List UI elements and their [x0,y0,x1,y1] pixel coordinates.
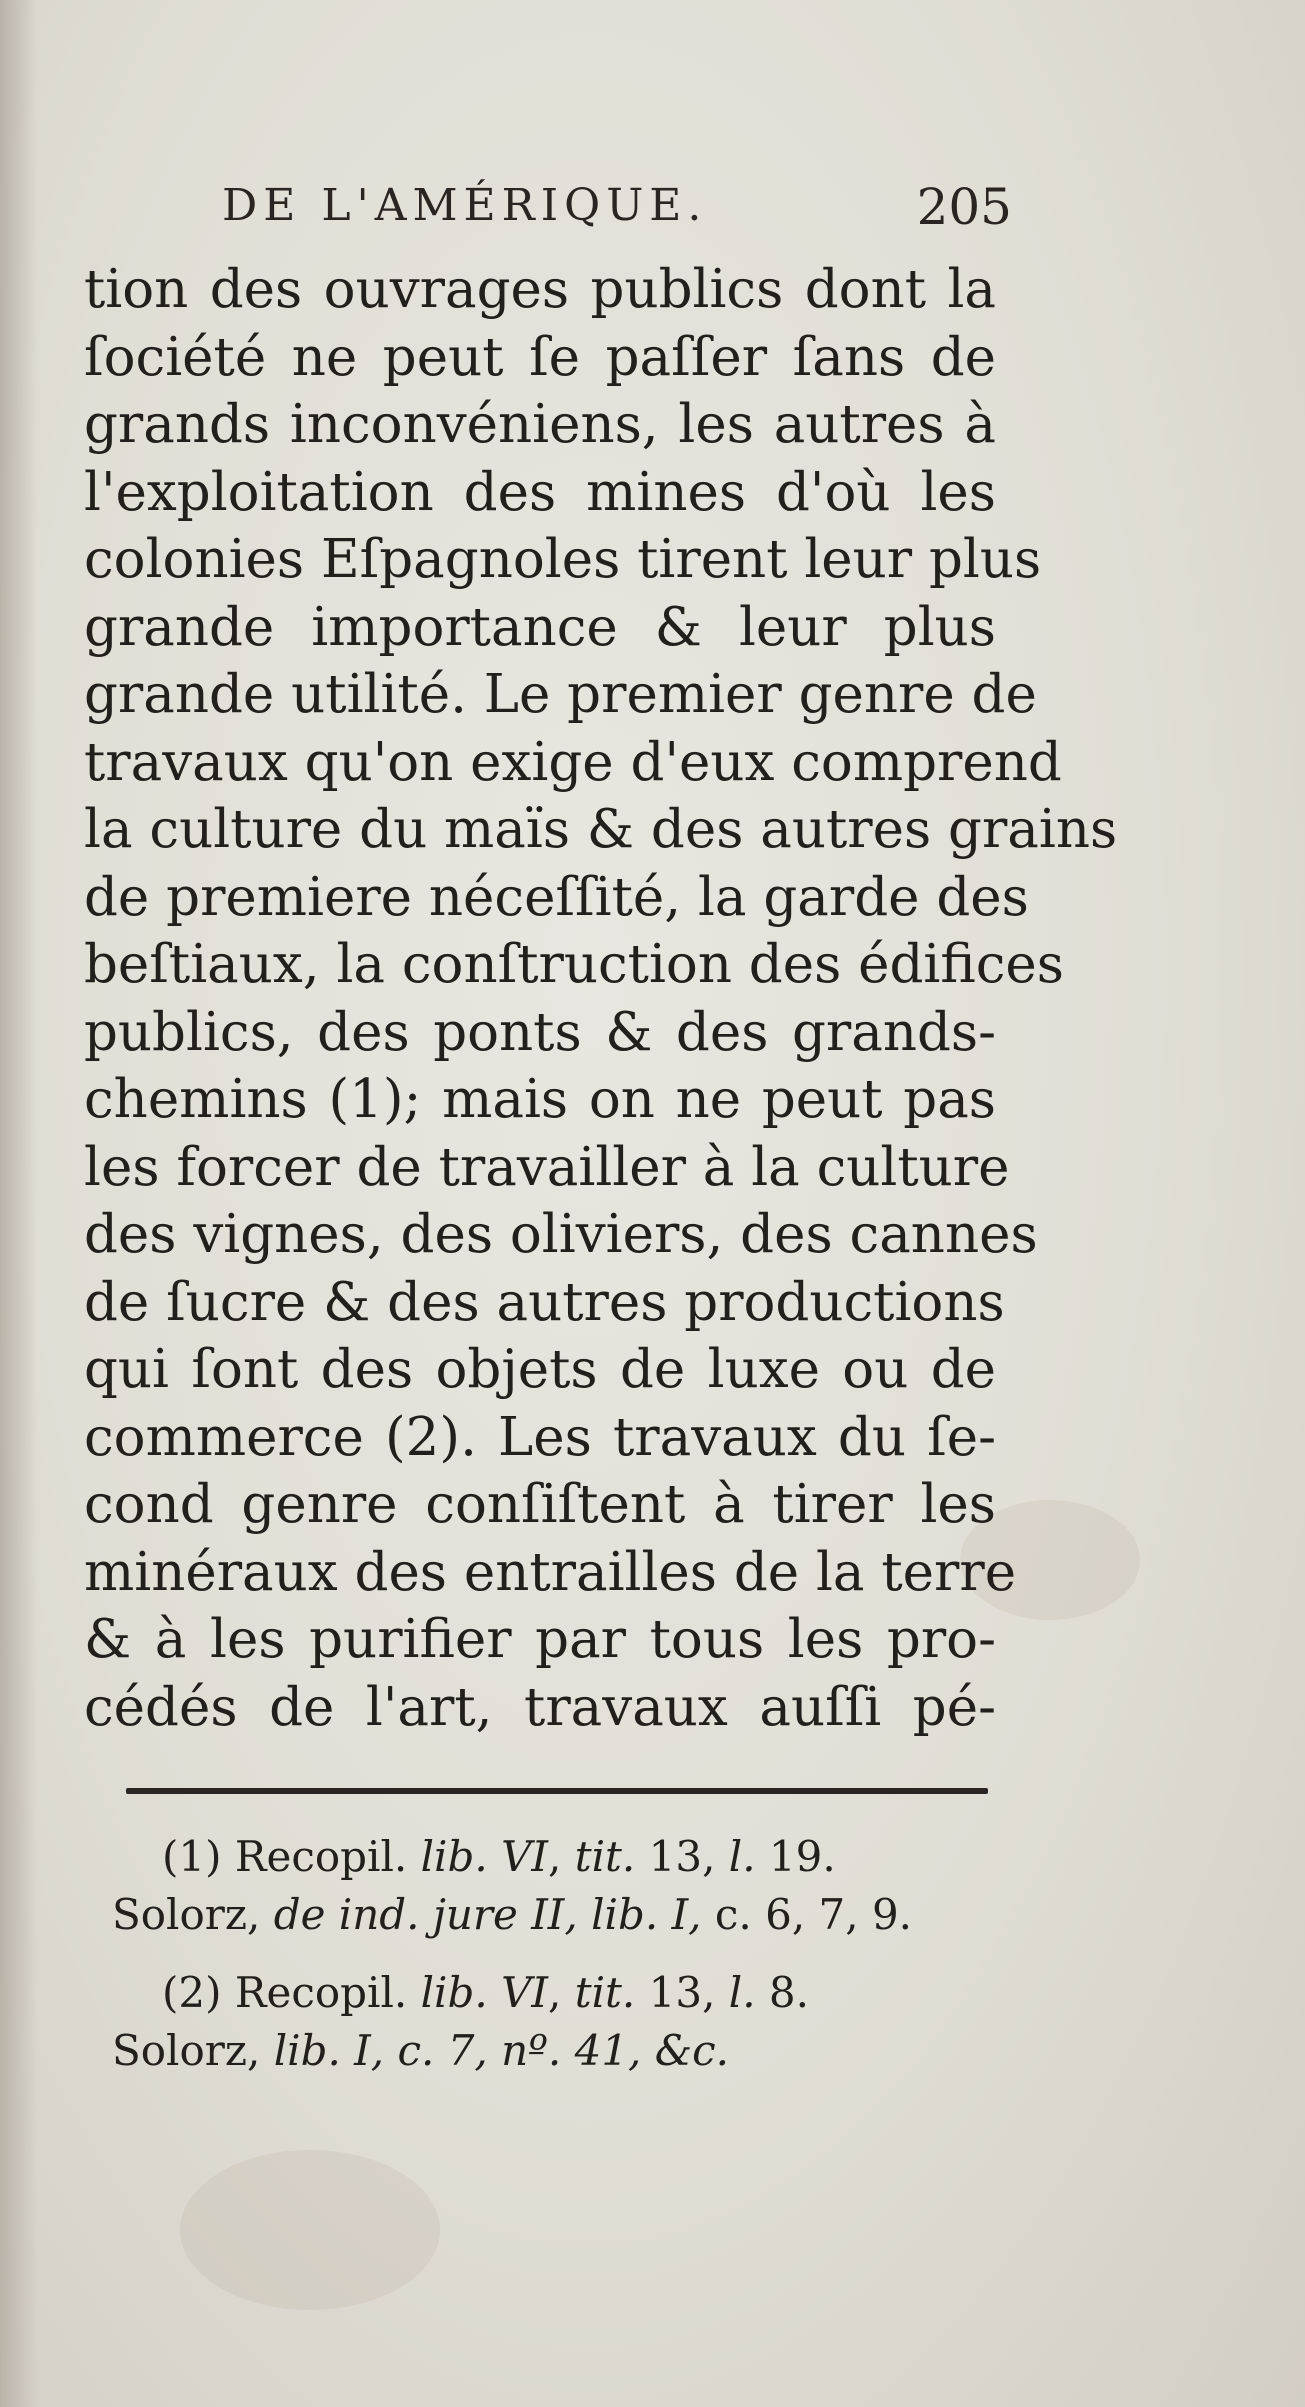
footnotes [112,1828,992,2080]
text-line: beſtiaux, la conſtruction des édifices [84,934,1064,995]
footnote-work-lib: lib. I, [591,1890,702,1939]
text-line: cond genre conſiſtent à tirer les [84,1474,996,1535]
text-line: publics, des ponts & des grands- [84,1001,996,1063]
footnote-l-value: 8. [768,1968,809,2017]
footnote-source: Recopil. [234,1832,408,1881]
text-line: de premiere néceſſité, la garde des [84,866,1029,928]
footnote-work-ref: c. 6, 7, 9. [714,1890,913,1939]
text-line: grande utilité. Le premier genre de [84,664,1037,725]
running-title: DE L'AMÉRIQUE. [222,180,708,231]
text-line: la culture du maïs & des autres grains [84,799,1118,860]
footnote-tit-label: tit. [574,1832,636,1881]
text-line: des vignes, des oliviers, des cannes [84,1204,1038,1265]
text-line: colonies Eſpagnoles tirent leur plus [84,529,1042,590]
text-line: ſociété ne peut ſe paſſer ſans de [84,326,996,388]
footnote-author: Solorz, [112,2026,261,2075]
text-line: tion des ouvrages publics dont la [84,259,996,320]
footnote-lib-label: lib. [420,1832,488,1881]
text-line: de ſucre & des autres productions [84,1271,1005,1333]
page-number: 205 [916,178,1012,236]
text-line: commerce (2). Les travaux du ſe- [84,1406,996,1468]
footnote-marker: (2) [162,1968,222,2017]
footnote-author: Solorz, [112,1890,261,1939]
footnote-work: de ind. jure II, [273,1890,578,1939]
text-line: chemins (1); mais on ne peut pas [84,1069,996,1130]
footnote-marker: (1) [162,1832,222,1881]
text-line: grande importance & leur plus [84,596,996,658]
page-edge-shadow [0,0,38,2407]
text-line: cédés de l'art, travaux auſſi pé- [84,1676,996,1738]
body-text [84,256,1118,1741]
footnote-rule [126,1788,988,1794]
footnote-line [112,2022,992,2080]
footnote-work-lib: lib. I, [273,2026,385,2075]
footnote-work-ref: c. 7, nº. 41, &c. [397,2026,730,2075]
footnote-l-label: l. [728,1832,756,1881]
text-line: travaux qu'on exige d'eux comprend [84,731,1062,793]
footnote-2 [112,1964,992,2080]
footnote-tit-value: 13 [648,1968,703,2017]
footnote-line: (1) Recopil. lib. VI, tit. 13, l. 19. [162,1832,836,1881]
text-line: qui ſont des objets de luxe ou de [84,1339,996,1400]
running-head [222,170,1012,250]
footnote-lib-value: VI [501,1832,548,1881]
footnote-source: Recopil. [234,1968,408,2017]
footnote-l-value: 19. [768,1832,836,1881]
footnote-tit-label: tit. [574,1968,636,2017]
footnote-l-label: l. [728,1968,756,2017]
text-line: l'exploitation des mines d'où les [84,461,996,523]
text-line: & à les purifier par tous les pro- [84,1609,996,1670]
footnote-lib-label: lib. [420,1968,488,2017]
footnote-tit-value: 13 [648,1832,703,1881]
text-line: les forcer de travailler à la culture [84,1136,1010,1198]
footnote-1 [112,1828,992,1944]
footnote-line [112,1886,992,1944]
text-line: minéraux des entrailles de la terre [84,1541,1017,1603]
footnote-line: (2) Recopil. lib. VI, tit. 13, l. 8. [162,1968,809,2017]
footnote-lib-value: VI [501,1968,548,2017]
paper-stain [180,2150,440,2310]
text-line: grands inconvéniens, les autres à [84,394,996,455]
